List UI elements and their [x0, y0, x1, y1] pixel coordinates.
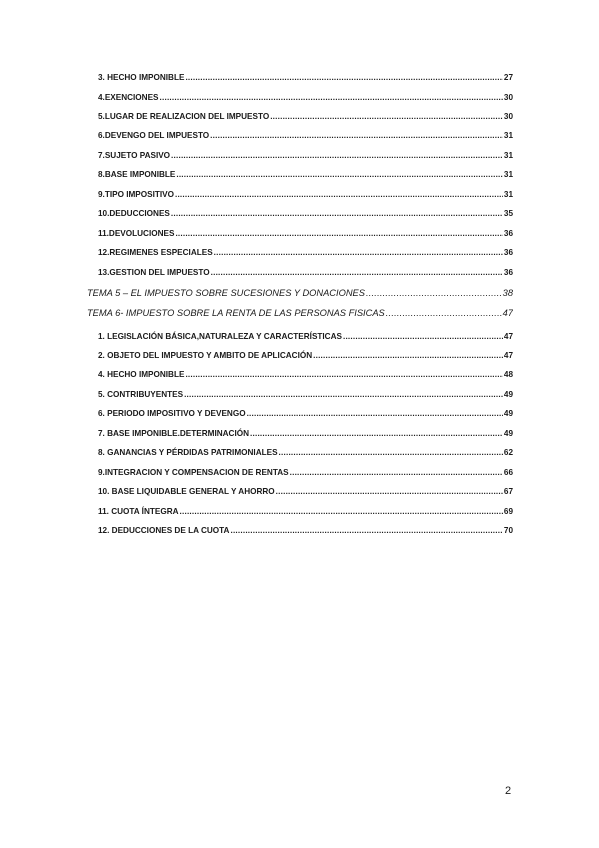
toc-dot-leader	[366, 286, 502, 300]
toc-entry[interactable]	[98, 207, 513, 220]
toc-entry[interactable]	[98, 330, 513, 343]
toc-entry-label: 12.REGIMENES ESPECIALES	[98, 248, 213, 257]
toc-entry-page: 49	[503, 409, 513, 418]
toc-dot-leader	[290, 466, 503, 479]
toc-chapter-page: 38	[502, 288, 513, 298]
toc-entry-page: 30	[503, 112, 513, 121]
toc-entry-label: 11. CUOTA ÍNTEGRA	[98, 507, 179, 516]
toc-dot-leader	[175, 188, 503, 201]
toc-entry-label: 2. OBJETO DEL IMPUESTO Y AMBITO DE APLICACIÓN	[98, 351, 313, 360]
toc-entry[interactable]	[98, 168, 513, 181]
toc-dot-leader	[250, 427, 503, 440]
toc-entry-label: 10.DEDUCCIONES	[98, 209, 170, 218]
toc-dot-leader	[247, 407, 503, 420]
toc-entry-page: 49	[503, 390, 513, 399]
toc-entry-label: 11.DEVOLUCIONES	[98, 229, 175, 238]
toc-entry-label: 9.INTEGRACION Y COMPENSACION DE RENTAS	[98, 468, 289, 477]
toc-entry[interactable]	[98, 446, 513, 459]
toc-entry[interactable]	[98, 368, 513, 381]
toc-entry[interactable]	[98, 149, 513, 162]
toc-entry-page: 30	[503, 93, 513, 102]
toc-dot-leader	[210, 129, 503, 142]
toc-chapter-entry[interactable]	[87, 306, 513, 320]
toc-entry-label: 9.TIPO IMPOSITIVO	[98, 190, 174, 199]
toc-entry-label: 6. PERIODO IMPOSITIVO Y DEVENGO	[98, 409, 246, 418]
toc-dot-leader	[270, 110, 503, 123]
toc-entry-page: 31	[503, 190, 513, 199]
toc-entry[interactable]	[98, 524, 513, 537]
toc-chapter-entry[interactable]	[87, 286, 513, 300]
toc-entry[interactable]	[98, 349, 513, 362]
toc-dot-leader	[313, 349, 503, 362]
toc-entry[interactable]	[98, 71, 513, 84]
toc-entry-page: 49	[503, 429, 513, 438]
toc-entry-page: 69	[503, 507, 513, 516]
toc-entry-label: 13.GESTION DEL IMPUESTO	[98, 268, 210, 277]
toc-entry[interactable]	[98, 110, 513, 123]
toc-entry-label: 3. HECHO IMPONIBLE	[98, 73, 185, 82]
toc-dot-leader	[279, 446, 503, 459]
toc-entry-page: 47	[503, 332, 513, 341]
toc-entry-label: 7. BASE IMPONIBLE.DETERMINACIÓN	[98, 429, 250, 438]
toc-dot-leader	[185, 368, 502, 381]
toc-entry-page: 31	[503, 170, 513, 179]
toc-entry[interactable]	[98, 91, 513, 104]
toc-entry-page: 27	[503, 73, 513, 82]
toc-entry-label: 4.EXENCIONES	[98, 93, 159, 102]
toc-entry[interactable]	[98, 466, 513, 479]
toc-entry-label: 4. HECHO IMPONIBLE	[98, 370, 185, 379]
toc-entry-page: 36	[503, 268, 513, 277]
toc-entry-label: 5. CONTRIBUYENTES	[98, 390, 184, 399]
toc-dot-leader	[185, 71, 502, 84]
toc-entry-label: 12. DEDUCCIONES DE LA CUOTA	[98, 526, 230, 535]
toc-chapter-page: 47	[502, 308, 513, 318]
toc-entry-page: 36	[503, 248, 513, 257]
toc-entry[interactable]	[98, 266, 513, 279]
toc-chapter-label: TEMA 6- IMPUESTO SOBRE LA RENTA DE LAS PERSONAS FISICAS	[87, 308, 385, 318]
toc-entry-page: 66	[503, 468, 513, 477]
page-number: 2	[505, 785, 512, 797]
toc-entry-page: 48	[503, 370, 513, 379]
toc-dot-leader	[175, 227, 502, 240]
toc-entry-page: 47	[503, 351, 513, 360]
toc-entry-page: 62	[503, 448, 513, 457]
toc-entry[interactable]	[98, 427, 513, 440]
toc-entry-label: 5.LUGAR DE REALIZACION DEL IMPUESTO	[98, 112, 270, 121]
toc-dot-leader	[386, 306, 502, 320]
toc-entry[interactable]	[98, 407, 513, 420]
toc-entry-label: 7.SUJETO PASIVO	[98, 151, 171, 160]
toc-entry-page: 31	[503, 131, 513, 140]
toc-entry-page: 35	[503, 209, 513, 218]
toc-chapter-label: TEMA 5 – EL IMPUESTO SOBRE SUCESIONES Y DONACIONES	[87, 288, 365, 298]
toc-entry[interactable]	[98, 188, 513, 201]
toc-dot-leader	[171, 149, 503, 162]
toc-entry-page: 70	[503, 526, 513, 535]
toc-dot-leader	[176, 168, 503, 181]
toc-entry-page: 31	[503, 151, 513, 160]
toc-entry-page: 36	[503, 229, 513, 238]
toc-entry[interactable]	[98, 129, 513, 142]
toc-entry-label: 6.DEVENGO DEL IMPUESTO	[98, 131, 210, 140]
toc-dot-leader	[171, 207, 503, 220]
toc-entry[interactable]	[98, 388, 513, 401]
toc-entry-page: 67	[503, 487, 513, 496]
toc-dot-leader	[184, 388, 503, 401]
toc-entry[interactable]	[98, 505, 513, 518]
toc-entry-label: 1. LEGISLACIÓN BÁSICA,NATURALEZA Y CARACTERÍSTICAS	[98, 332, 342, 341]
toc-dot-leader	[214, 246, 503, 259]
toc-entry-label: 8. GANANCIAS Y PÉRDIDAS PATRIMONIALES	[98, 448, 278, 457]
toc-entry-label: 10. BASE LIQUIDABLE GENERAL Y AHORRO	[98, 487, 275, 496]
toc-dot-leader	[230, 524, 502, 537]
toc-entry[interactable]	[98, 246, 513, 259]
toc-dot-leader	[211, 266, 503, 279]
toc-dot-leader	[160, 91, 503, 104]
toc-dot-leader	[276, 485, 503, 498]
toc-entry[interactable]	[98, 227, 513, 240]
toc-dot-leader	[343, 330, 503, 343]
toc-entry[interactable]	[98, 485, 513, 498]
toc-entry-label: 8.BASE IMPONIBLE	[98, 170, 176, 179]
toc-dot-leader	[180, 505, 503, 518]
